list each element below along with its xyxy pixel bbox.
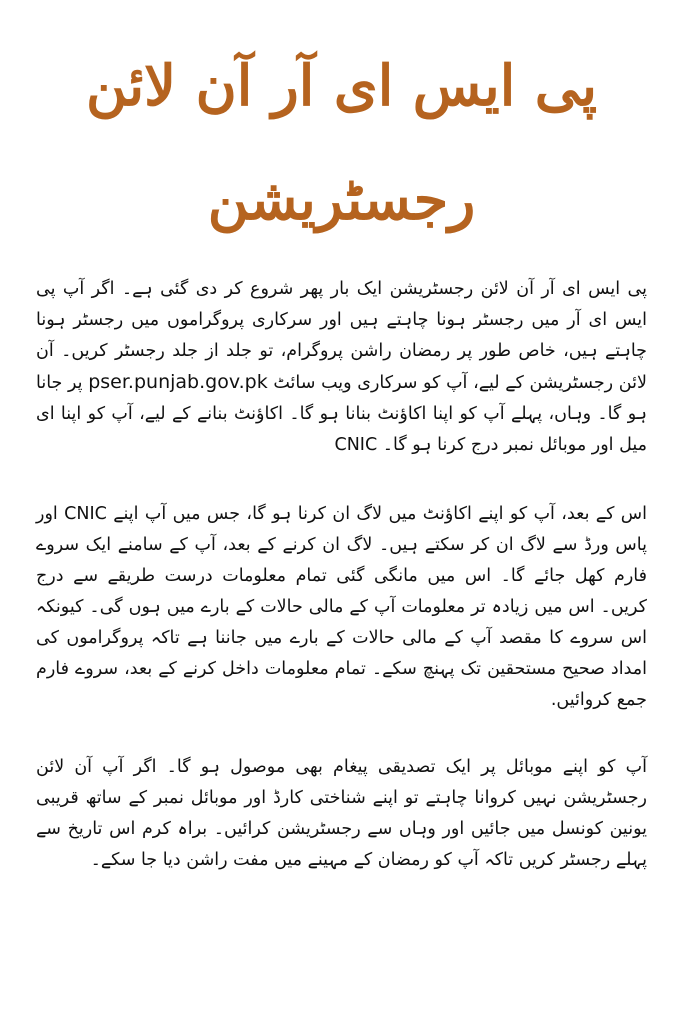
title-line-1: پی ایس ای آر آن لائن: [85, 53, 598, 119]
paragraph-1-text-b: پر جانا ہو گا۔ وہاں، پہلے آپ کو اپنا اکاؤنٹ بنانا ہو گا۔ اکاؤنٹ بنانے کے لیے، آپ کو اپنا ای میل اور موبائل نمبر درج کرنا ہو گا۔: [36, 373, 647, 455]
paragraph-3: آپ کو اپنے موبائل پر ایک تصدیقی پیغام بھی موصول ہو گا۔ اگر آپ آن لائن رجسٹریشن نہیں کروانا چاہتے تو اپنے شناختی کارڈ اور موبائل نمبر کے ساتھ قریبی یونین کونسل میں جائیں اور وہاں سے رجسٹریشن کرائیں۔ براہ کرم اس تاریخ سے پہلے رجسٹر کریں تاکہ آپ کو رمضان کے مہینے میں مفت راشن دیا جا سکے۔: [36, 757, 647, 870]
paragraph-1: [36, 274, 647, 461]
website-url: pser.punjab.gov.pk: [88, 371, 268, 393]
paragraph-2: اس کے بعد، آپ کو اپنے اکاؤنٹ میں لاگ ان کرنا ہو گا، جس میں آپ اپنے CNIC اور پاس ورڈ سے لاگ ان کر سکتے ہیں۔ لاگ ان کرنے کے بعد، آپ کے سامنے ایک سروے فارم کھل جائے گا۔ اس میں مانگی گئی تمام معلومات درست طریقے سے درج کریں۔ اس میں زیادہ تر معلومات آپ کے مالی حالات کے بارے میں ہوں گی۔ کیونکہ اس سروے کا مقصد آپ کے مالی حالات کے بارے میں جاننا ہے تاکہ پروگراموں کی امداد صحیح مستحقین تک پہنچ سکے۔ تمام معلومات داخل کرنے کے بعد، سروے فارم جمع کروائیں.: [36, 504, 647, 710]
cnic-term: CNIC: [334, 435, 378, 455]
title-line-2: رجسٹریشن: [207, 167, 476, 233]
paragraph-1-text-a: پی ایس ای آر آن لائن رجسٹریشن ایک بار پھر شروع کر دی گئی ہے۔ اگر آپ پی ایس ای آر میں رجسٹر ہونا چاہتے ہیں اور سرکاری پروگراموں میں رجسٹر ہونا چاہتے ہیں، خاص طور پر رمضان راشن پروگرام، تو جلد از جلد رجسٹر کریں۔ آن لائن رجسٹریشن کے لیے، آپ کو سرکاری ویب سائٹ: [36, 279, 647, 393]
